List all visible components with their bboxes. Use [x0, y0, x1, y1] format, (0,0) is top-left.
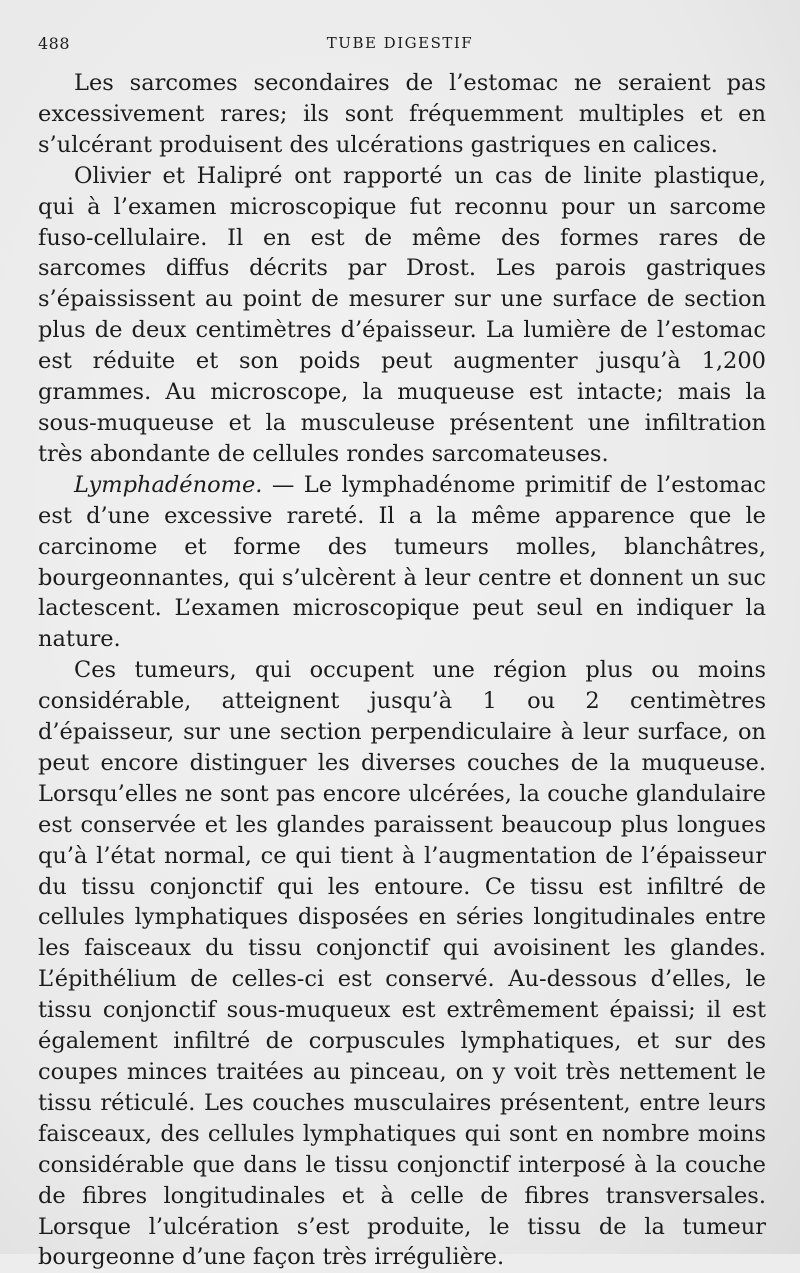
paragraph-tumeurs [38, 655, 766, 1273]
running-title: TUBE DIGESTIF [326, 34, 474, 52]
body-text [38, 68, 766, 1273]
paragraph-lymphadenome [38, 470, 766, 655]
page-number: 488 [38, 34, 71, 53]
paragraph-linite-plastique [38, 161, 766, 470]
paragraph-text: Olivier et Halipré ont rapporté un cas de linite plastique, qui à l’examen microscopique fut reconnu pour un sarcome fuso-cellulaire. Il en est de même des formes rares de sarcomes diffus décrits par Drost. Les parois gastriques s’épaississent au point de mesurer sur une surface de section plus de deux centimètres d’épaisseur. La lumière de l’estomac est réduite et son poids peut augmenter jusqu’à 1,200 grammes. Au microscope, la muqueuse est intacte; mais la sous-muqueuse et la musculeuse présentent une infiltration très abondante de cellules rondes sarcomateuses. [38, 162, 766, 467]
paragraph-text: Ces tumeurs, qui occupent une région plus ou moins considérable, atteignent jusqu’à 1 ou 2 centimètres d’épaisseur, sur une section perpendiculaire à leur surface, on peut encore distinguer les diverses couches de la muqueuse. Lorsqu’elles ne sont pas encore ulcérées, la couche glandulaire est conservée et les glandes paraissent beaucoup plus longues qu’à l’état normal, ce qui tient à l’augmentation de l’épaisseur du tissu conjonctif qui les entoure. Ce tissu est infiltré de cellules lymphatiques disposées en séries longitudinales entre les faisceaux du tissu conjonctif qui avoisinent les glandes. L’épithélium de celles-ci est conservé. Au-dessous d’elles, le tissu conjonctif sous-muqueux est extrêmement épaissi; il est également infiltré de corpuscules lymphatiques, et sur des coupes minces traitées au pinceau, on y voit très nettement le tissu réticulé. Les couches musculaires présentent, entre leurs faisceaux, des cellules lymphatiques qui sont en nombre moins considérable que dans le tissu conjonctif interposé à la couche de fibres longitudinales et à celle de fibres transversales. Lorsque l’ulcération s’est produite, le tissu de la tumeur bourgeonne d’une façon très irrégulière. [38, 657, 766, 1271]
paragraph-text: — Le lymphadénome primitif de l’estomac est d’une excessive rareté. Il a la même apparence que le carcinome et forme des tumeurs molles, blanchâtres, bourgeonnantes, qui s’ulcèrent à leur centre et donnent un suc lactescent. L’examen microscopique peut seul en indiquer la nature. [38, 471, 766, 653]
section-heading-lymphadenome: Lymphadénome. [74, 471, 263, 498]
paragraph-text: Les sarcomes secondaires de l’estomac ne seraient pas excessivement rares; ils sont fréquemment multiples et en s’ulcérant produisent des ulcérations gastriques en calices. [38, 70, 766, 158]
page-header [0, 34, 800, 58]
paragraph-sarcomes-secondaires [38, 68, 766, 161]
